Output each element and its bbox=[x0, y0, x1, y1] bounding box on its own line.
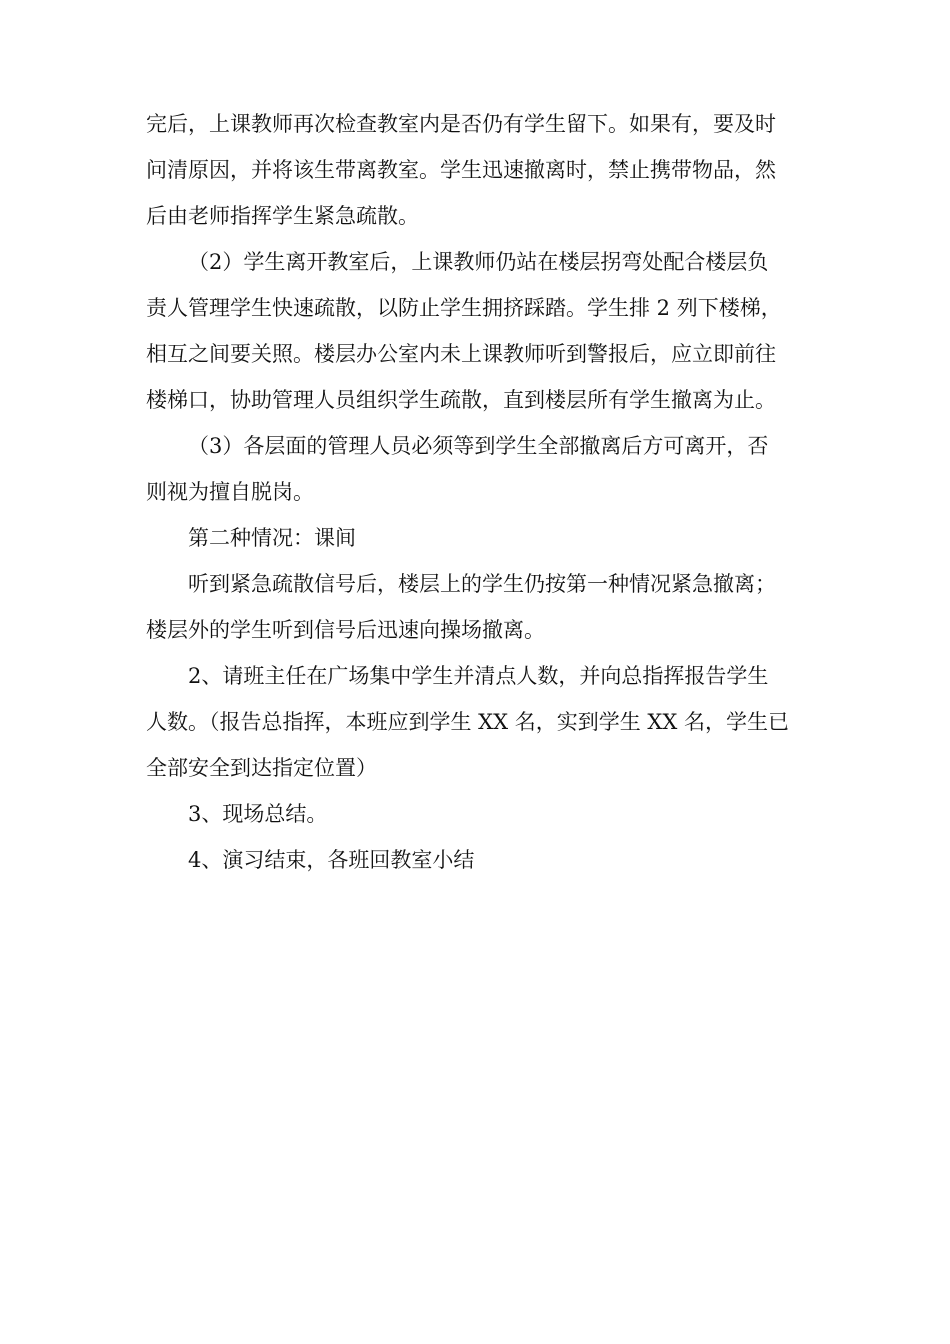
text-line: （2）学生离开教室后，上课教师仍站在楼层拐弯处配合楼层负 bbox=[188, 250, 769, 274]
document-body bbox=[146, 101, 826, 883]
text-line: 人数。（报告总指挥，本班应到学生 XX 名，实到学生 XX 名，学生已 bbox=[146, 710, 789, 734]
text-line: 第二种情况：课间 bbox=[188, 526, 356, 550]
text-line: 3、现场总结。 bbox=[188, 802, 328, 826]
text-line: 楼梯口，协助管理人员组织学生疏散，直到楼层所有学生撤离为止。 bbox=[146, 388, 776, 412]
text-line: 全部安全到达指定位置） bbox=[146, 756, 377, 780]
text-line: 责人管理学生快速疏散，以防止学生拥挤踩踏。学生排 2 列下楼梯， bbox=[146, 296, 782, 320]
paragraph-step-2 bbox=[146, 653, 826, 791]
text-line: 完后，上课教师再次检查教室内是否仍有学生留下。如果有，要及时 bbox=[146, 112, 776, 136]
text-line: 后由老师指挥学生紧急疏散。 bbox=[146, 204, 419, 228]
text-line: 楼层外的学生听到信号后迅速向操场撤离。 bbox=[146, 618, 545, 642]
paragraph-break-signal bbox=[146, 561, 826, 653]
text-line: 2、请班主任在广场集中学生并清点人数，并向总指挥报告学生 bbox=[188, 664, 769, 688]
text-line: 则视为擅自脱岗。 bbox=[146, 480, 314, 504]
text-line: 相互之间要关照。楼层办公室内未上课教师听到警报后，应立即前往 bbox=[146, 342, 776, 366]
paragraph-step-3 bbox=[146, 791, 826, 837]
paragraph-item-2 bbox=[146, 239, 826, 423]
paragraph-step-4 bbox=[146, 837, 826, 883]
paragraph-item-3 bbox=[146, 423, 826, 515]
text-line: （3）各层面的管理人员必须等到学生全部撤离后方可离开，否 bbox=[188, 434, 769, 458]
text-line: 4、演习结束，各班回教室小结 bbox=[188, 848, 475, 872]
text-line: 听到紧急疏散信号后，楼层上的学生仍按第一种情况紧急撤离； bbox=[188, 572, 776, 596]
section-heading-second-case bbox=[146, 515, 826, 561]
paragraph-continuation bbox=[146, 101, 826, 239]
text-line: 问清原因，并将该生带离教室。学生迅速撤离时，禁止携带物品，然 bbox=[146, 158, 776, 182]
